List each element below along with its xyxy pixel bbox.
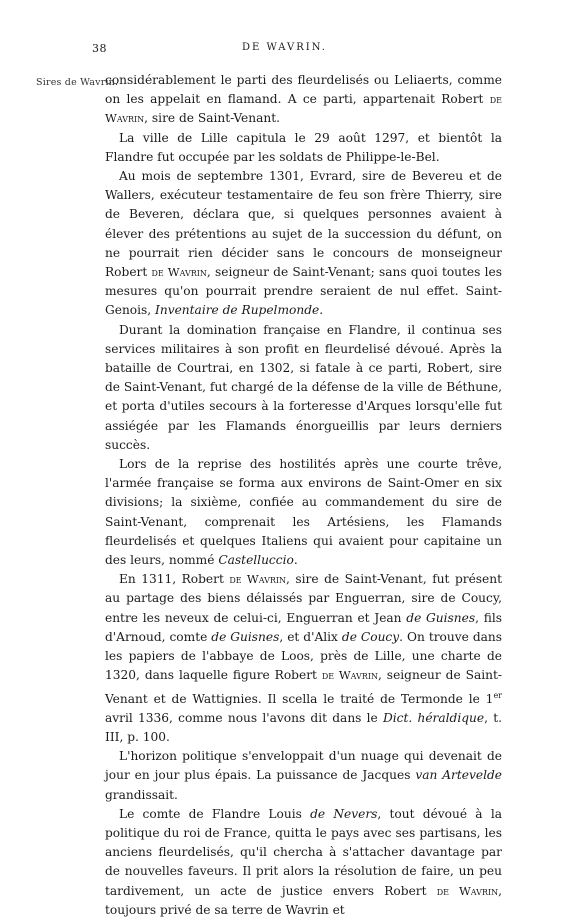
text-run: , tout dévoué à la politique du roi de France, quitta le pays avec ses partisans, les anciens fleurdelisés, qu'il chercha à s'attacher davantage par de nouvelles faveurs. Il prit alors la résolution de faire, un peu tardivement, un acte de justice envers Robert bbox=[105, 806, 502, 898]
text-run: Au mois de septembre 1301, Evrard, sire de Bevereu et de Wallers, exécuteur testamentaire de feu son frère Thierry, sire de Beveren, déclara que, si quelques personnes avaient à élever des prétentions au sujet de la succession du défunt, on ne pourrait rien décider sans le concours de monseigneur Robert bbox=[105, 169, 502, 280]
paragraph bbox=[105, 71, 502, 129]
text-run: , fils d'Arnoud, comte bbox=[105, 610, 502, 644]
text-run: grandissait. bbox=[105, 787, 178, 802]
text-run: , seigneur de Saint-Venant; sans quoi toutes les mesures qu'on pourrait prendre seraient de nul effet. Saint-Genois, bbox=[105, 265, 502, 318]
paragraph bbox=[105, 129, 502, 167]
paragraph bbox=[105, 805, 502, 920]
italic-text: Dict. héraldique bbox=[383, 710, 485, 725]
text-run: avril 1336, comme nous l'avons dit dans le bbox=[105, 710, 383, 725]
paragraph bbox=[105, 167, 502, 321]
running-head: DE WAVRIN. bbox=[242, 42, 327, 53]
paragraph bbox=[105, 321, 502, 455]
italic-text: Inventaire de Rupelmonde bbox=[155, 303, 320, 318]
text-run: , toujours privé de sa terre de Wavrin et bbox=[105, 883, 502, 917]
small-caps-text: de Wavrin bbox=[151, 265, 207, 280]
page-number: 38 bbox=[92, 42, 107, 55]
superscript-text: er bbox=[493, 690, 502, 700]
text-run: L'horizon politique s'enveloppait d'un nuage qui devenait de jour en jour plus épais. La puissance de Jacques bbox=[105, 749, 502, 783]
margin-note: Sires de Wavrin. bbox=[36, 77, 119, 88]
text-run: , sire de Saint-Venant, fut présent au partage des biens délaissés par Enguerran, sire de Coucy, entre les neveux de celui-ci, Enguerran et Jean bbox=[105, 572, 502, 625]
paragraph bbox=[105, 747, 502, 805]
italic-text: de Coucy bbox=[341, 629, 400, 644]
text-run: La ville de Lille capitula le 29 août 1297, et bientôt la Flandre fut occupée par les soldats de Philippe-le-Bel. bbox=[105, 130, 502, 164]
italic-text: Castelluccio bbox=[218, 553, 294, 568]
small-caps-text: de Wavrin bbox=[321, 668, 378, 683]
text-run: Le comte de Flandre Louis bbox=[119, 806, 311, 821]
small-caps-text: de Wavrin bbox=[105, 92, 502, 126]
text-run: . bbox=[319, 303, 324, 318]
text-run: , sire de Saint-Venant. bbox=[144, 111, 280, 126]
text-run: , et d'Alix bbox=[279, 629, 342, 644]
text-run: Durant la domination française en Flandre, il continua ses services militaires à son profit en fleurdelisé dévoué. Après la bataille de Courtrai, en 1302, si fatale à ce parti, Robert, sire de Saint-Venant, fut chargé de la défense de la ville de Béthune, et porta d'utiles secours à la forteresse d'Arques lorsqu'elle fut assiégée par les Flamands énorgueillis par leurs derniers succès. bbox=[105, 322, 502, 452]
small-caps-text: de Wavrin bbox=[436, 883, 499, 898]
text-run: considérablement le parti des fleurdelisés ou Leliaerts, comme on les appelait en flamand. A ce parti, appartenait Robert bbox=[105, 73, 502, 107]
text-run: , seigneur de Saint-Venant et de Wattignies. Il scella le traité de Termonde le 1 bbox=[105, 668, 502, 706]
text-run: . bbox=[293, 553, 298, 568]
italic-text: de Guisnes bbox=[406, 610, 476, 625]
body-text bbox=[105, 71, 502, 920]
italic-text: de Nevers bbox=[310, 806, 378, 821]
text-run: Lors de la reprise des hostilités après une courte trêve, l'armée française se forma aux environs de Saint-Omer en six divisions; la sixième, confiée au commandement du sire de Saint-Venant, comprenait les Artésiens, les Flamands fleurdelisés et quelques Italiens qui avaient pour capitaine un des leurs, nommé bbox=[105, 457, 502, 568]
paragraph bbox=[105, 455, 502, 570]
small-caps-text: de Wavrin bbox=[229, 572, 287, 587]
italic-text: de Guisnes bbox=[211, 629, 280, 644]
text-run: . On trouve dans les papiers de l'abbaye de Loos, près de Lille, une charte de 1320, dans laquelle figure Robert bbox=[105, 629, 502, 683]
text-run: En 1311, Robert bbox=[119, 572, 230, 587]
italic-text: van Artevelde bbox=[415, 768, 502, 783]
text-run: , t. III, p. 100. bbox=[105, 710, 502, 744]
paragraph bbox=[105, 570, 502, 747]
